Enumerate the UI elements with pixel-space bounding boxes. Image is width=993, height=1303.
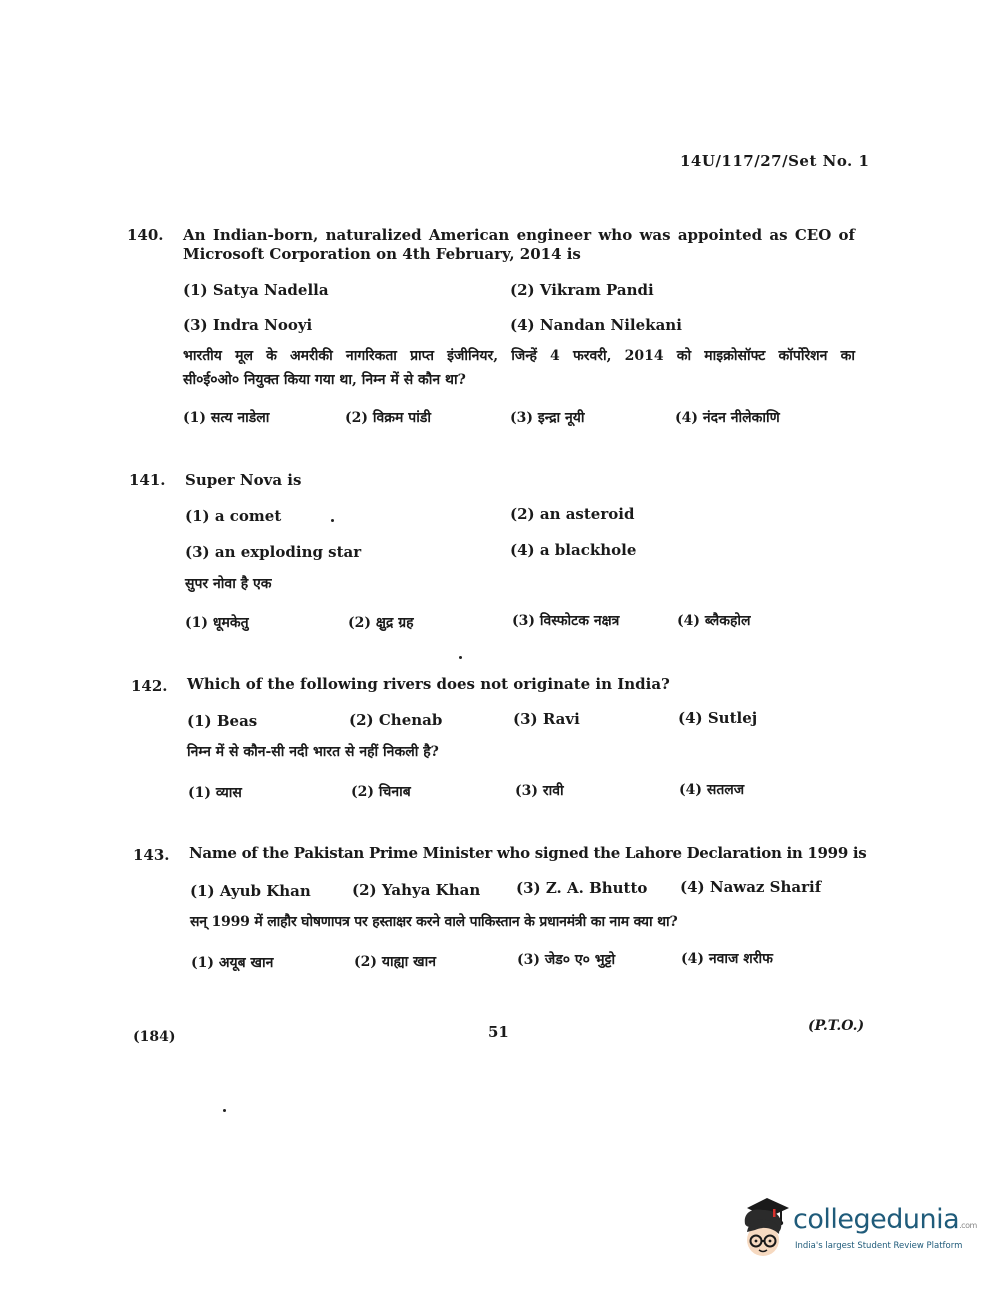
question-number: 141.	[129, 471, 166, 489]
collegedunia-logo	[733, 1196, 977, 1266]
hindi-option-1: (1) सत्य नाडेला	[183, 410, 270, 426]
option-4: (4) Nawaz Sharif	[680, 878, 822, 896]
option-1: (1) Beas	[187, 712, 258, 730]
hindi-question-line1: सुपर नोवा है एक	[185, 576, 272, 592]
question-text-line1: Name of the Pakistan Prime Minister who signed the Lahore Declaration in 1999 is	[189, 844, 867, 862]
hindi-option-4: (4) नंदन नीलेकाणि	[675, 410, 780, 426]
question-number: 142.	[131, 677, 168, 695]
speck	[459, 656, 462, 659]
option-3: (3) Ravi	[513, 710, 580, 728]
hindi-option-3: (3) विस्फोटक नक्षत्र	[512, 613, 620, 629]
booklet-code: (184)	[133, 1029, 176, 1045]
logo-wordmark	[793, 1204, 977, 1235]
hindi-option-1: (1) अयूब खान	[191, 955, 274, 971]
hindi-option-2: (2) क्षुद्र ग्रह	[348, 615, 414, 631]
question-text-line2: Microsoft Corporation on 4th February, 2014 is	[183, 245, 581, 263]
hindi-question-line2: सी०ई०ओ० नियुक्त किया गया था, निम्न में से कौन था?	[183, 372, 466, 388]
question-text-line1: Super Nova is	[185, 471, 302, 489]
option-2: (2) Yahya Khan	[352, 881, 481, 899]
hindi-option-3: (3) रावी	[515, 783, 564, 799]
hindi-option-4: (4) ब्लैकहोल	[677, 613, 751, 629]
page-number: 51	[488, 1023, 509, 1041]
question-number: 143.	[133, 846, 170, 864]
hindi-option-4: (4) नवाज शरीफ	[681, 951, 773, 967]
option-3: (3) Indra Nooyi	[183, 316, 313, 334]
mascot-icon	[733, 1196, 795, 1266]
question-text-line1: Which of the following rivers does not originate in India?	[187, 675, 670, 693]
hindi-question-line1: सन् 1999 में लाहौर घोषणापत्र पर हस्ताक्षर करने वाले पाकिस्तान के प्रधानमंत्री का नाम क्या था?	[190, 914, 678, 930]
hindi-option-3: (3) जेड० ए० भुट्टो	[517, 952, 616, 968]
question-number: 140.	[127, 226, 164, 244]
speck	[223, 1109, 226, 1112]
option-4: (4) a blackhole	[510, 541, 637, 559]
hindi-option-1: (1) धूमकेतु	[185, 615, 249, 631]
option-3: (3) an exploding star	[185, 543, 362, 561]
paper-code: 14U/117/27/Set No. 1	[680, 152, 870, 170]
option-4: (4) Nandan Nilekani	[510, 316, 682, 334]
hindi-question-line1: निम्न में से कौन-सी नदी भारत से नहीं निकली है?	[187, 744, 439, 760]
option-2: (2) an asteroid	[510, 505, 635, 523]
hindi-option-1: (1) व्यास	[188, 785, 242, 801]
speck	[331, 519, 334, 522]
hindi-option-2: (2) चिनाब	[351, 784, 411, 800]
option-4: (4) Sutlej	[678, 709, 758, 727]
logo-tagline: India's largest Student Review Platform	[795, 1241, 963, 1251]
option-3: (3) Z. A. Bhutto	[516, 879, 648, 897]
option-1: (1) a comet	[185, 507, 282, 525]
logo-name-text: collegedunia	[793, 1204, 960, 1235]
hindi-option-2: (2) विक्रम पांडी	[345, 410, 431, 426]
pto-mark: (P.T.O.)	[808, 1018, 865, 1034]
logo-suffix: .com	[959, 1221, 977, 1230]
option-2: (2) Vikram Pandi	[510, 281, 654, 299]
hindi-option-3: (3) इन्द्रा नूयी	[510, 410, 585, 426]
hindi-question-line1: भारतीय मूल के अमरीकी नागरिकता प्राप्त इंजीनियर, जिन्हें 4 फरवरी, 2014 को माइक्रोसॉफ्ट कॉर्पोरेशन का	[183, 348, 855, 364]
option-2: (2) Chenab	[349, 711, 443, 729]
hindi-option-2: (2) याह्या खान	[354, 954, 436, 970]
option-1: (1) Satya Nadella	[183, 281, 329, 299]
question-text-line1: An Indian-born, naturalized American engineer who was appointed as CEO of	[183, 226, 855, 244]
hindi-option-4: (4) सतलज	[679, 782, 745, 798]
option-1: (1) Ayub Khan	[190, 882, 311, 900]
